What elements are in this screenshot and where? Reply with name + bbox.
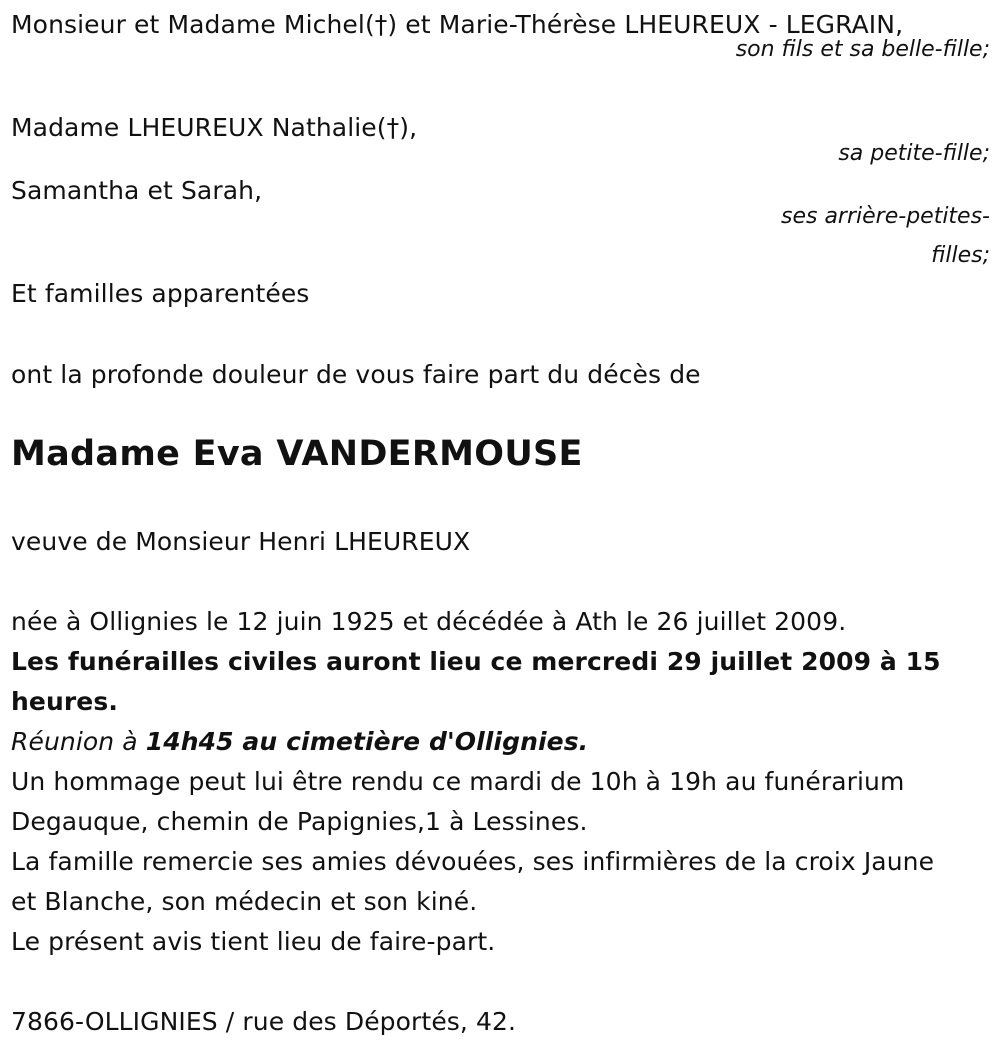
thanks-text-line1: La famille remercie ses amies dévouées, ses infirmières de la croix Jaune — [11, 847, 935, 876]
family-line-great-granddaughters: Samantha et Sarah, — [11, 176, 263, 205]
homage-text-line2: Degauque, chemin de Papignies,1 à Lessines. — [11, 807, 588, 836]
family-line-granddaughter: Madame LHEUREUX Nathalie(†), — [11, 113, 418, 142]
reunion-text — [11, 722, 588, 762]
family-line-parents: Monsieur et Madame Michel(†) et Marie-Thérèse LHEUREUX - LEGRAIN, — [11, 10, 904, 39]
announcement-text: ont la profonde douleur de vous faire part du décès de — [11, 360, 701, 389]
reunion-time-place: 14h45 au cimetière d'Ollignies. — [145, 727, 589, 756]
notice-text: Le présent avis tient lieu de faire-part. — [11, 927, 496, 956]
relation-great-granddaughters: ses arrière-petites-filles; — [781, 204, 990, 268]
homage-text-line1: Un hommage peut lui être rendu ce mardi de 10h à 19h au funérarium — [11, 767, 905, 796]
birth-death-text: née à Ollignies le 12 juin 1925 et décédée à Ath le 26 juillet 2009. — [11, 607, 847, 636]
funeral-text-line1: Les funérailles civiles auront lieu ce mercredi 29 juillet 2009 à 15 — [11, 647, 941, 676]
reunion-prefix: Réunion à — [11, 727, 146, 756]
deceased-name: Madame Eva VANDERMOUSE — [11, 434, 583, 474]
relation-son: son fils et sa belle-fille; — [735, 37, 990, 62]
relation-granddaughter: sa petite-fille; — [838, 141, 990, 166]
thanks-text-line2: et Blanche, son médecin et son kiné. — [11, 887, 478, 916]
family-line-relatives: Et familles apparentées — [11, 279, 310, 308]
address-text: 7866-OLLIGNIES / rue des Déportés, 42. — [11, 1007, 517, 1036]
widow-of-text: veuve de Monsieur Henri LHEUREUX — [11, 527, 471, 556]
funeral-text-line2: heures. — [11, 687, 118, 716]
